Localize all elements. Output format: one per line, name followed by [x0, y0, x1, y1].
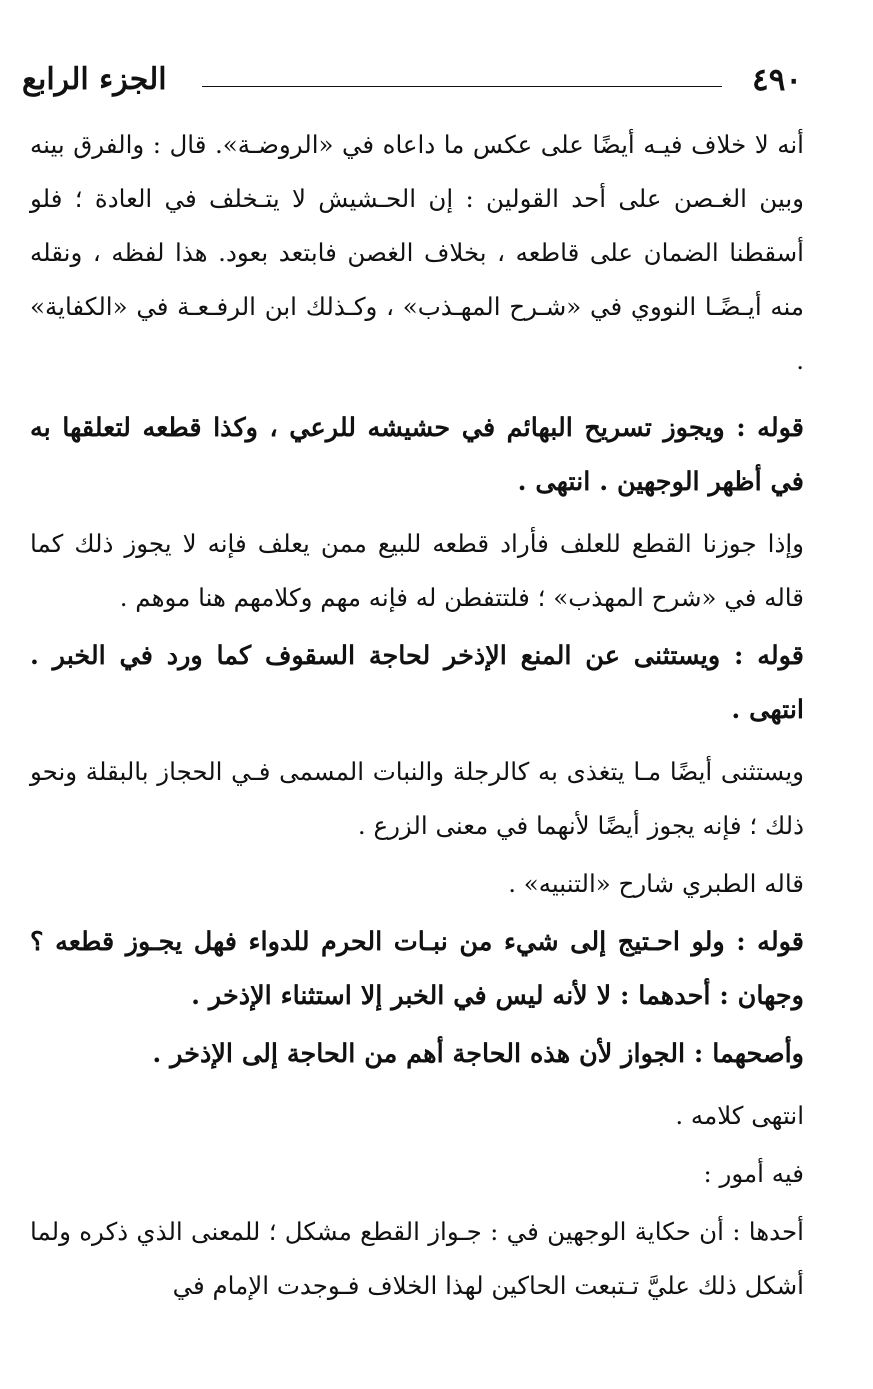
paragraph: انتهى كلامه .	[675, 1101, 804, 1130]
quoted-passage: قوله : ويستثنى عن المنع الإذخر لحاجة السقوف كما ورد في الخبر . انتهى .	[30, 641, 804, 725]
page-header	[22, 62, 802, 106]
quoted-passage: قوله : ولو احـتيج إلى شيء من نبـات الحرم للدواء فهل يجـوز قطعه ؟ وجهان : أحدهما : لا لأنه ليس في الخبر إلا استثناء الإذخر .	[30, 927, 804, 1011]
quoted-passage: قوله : ويجوز تسريح البهائم في حشيشه للرعي ، وكذا قطعه لتعلقها به في أظهر الوجهين . انتهى .	[30, 413, 804, 497]
paragraph: قاله الطبري شارح «التنبيه» .	[508, 869, 804, 898]
quoted-passage: وأصحهما : الجواز لأن هذه الحاجة أهم من الحاجة إلى الإذخر .	[152, 1039, 804, 1069]
running-title: الجزء الرابع	[22, 62, 167, 97]
paragraph: أنه لا خلاف فيـه أيضًا على عكس ما داعاه في «الروضـة». قال : والفرق بينه وبين الغـصن على أحد القولين : إن الحـشيش لا يتـخلف في العادة ؛ فلو أسقطنا الضمان على قاطعه ، بخلاف الغصن فابتعد بعود. هذا لفظه ، ونقله منه أيـضًـا النووي في «شـرح المهـذب» ، وكـذلك ابن الرفـعـة في «الكفاية» .	[30, 130, 804, 375]
paragraph: ويستثنى أيضًا مـا يتغذى به كالرجلة والنبات المسمى فـي الحجاز بالبقلة ونحو ذلك ؛ فإنه يجوز أيضًا لأنهما في معنى الزرع .	[30, 757, 804, 840]
paragraph: أحدها : أن حكاية الوجهين في : جـواز القطع مشكل ؛ للمعنى الذي ذكره ولما أشكل ذلك عليَّ تـتبعت الحاكين لهذا الخلاف فـوجدت الإمام في	[30, 1217, 804, 1300]
header-rule	[202, 86, 722, 87]
main-text	[30, 118, 804, 1313]
paragraph: وإذا جوزنا القطع للعلف فأراد قطعه للبيع ممن يعلف فإنه لا يجوز ذلك كما قاله في «شرح المهذب» ؛ فلتتفطن له فإنه مهم وكلامهم هنا موهم .	[30, 529, 804, 612]
paragraph: فيه أمور :	[703, 1159, 804, 1188]
page-number: ٤٩٠	[752, 62, 802, 98]
